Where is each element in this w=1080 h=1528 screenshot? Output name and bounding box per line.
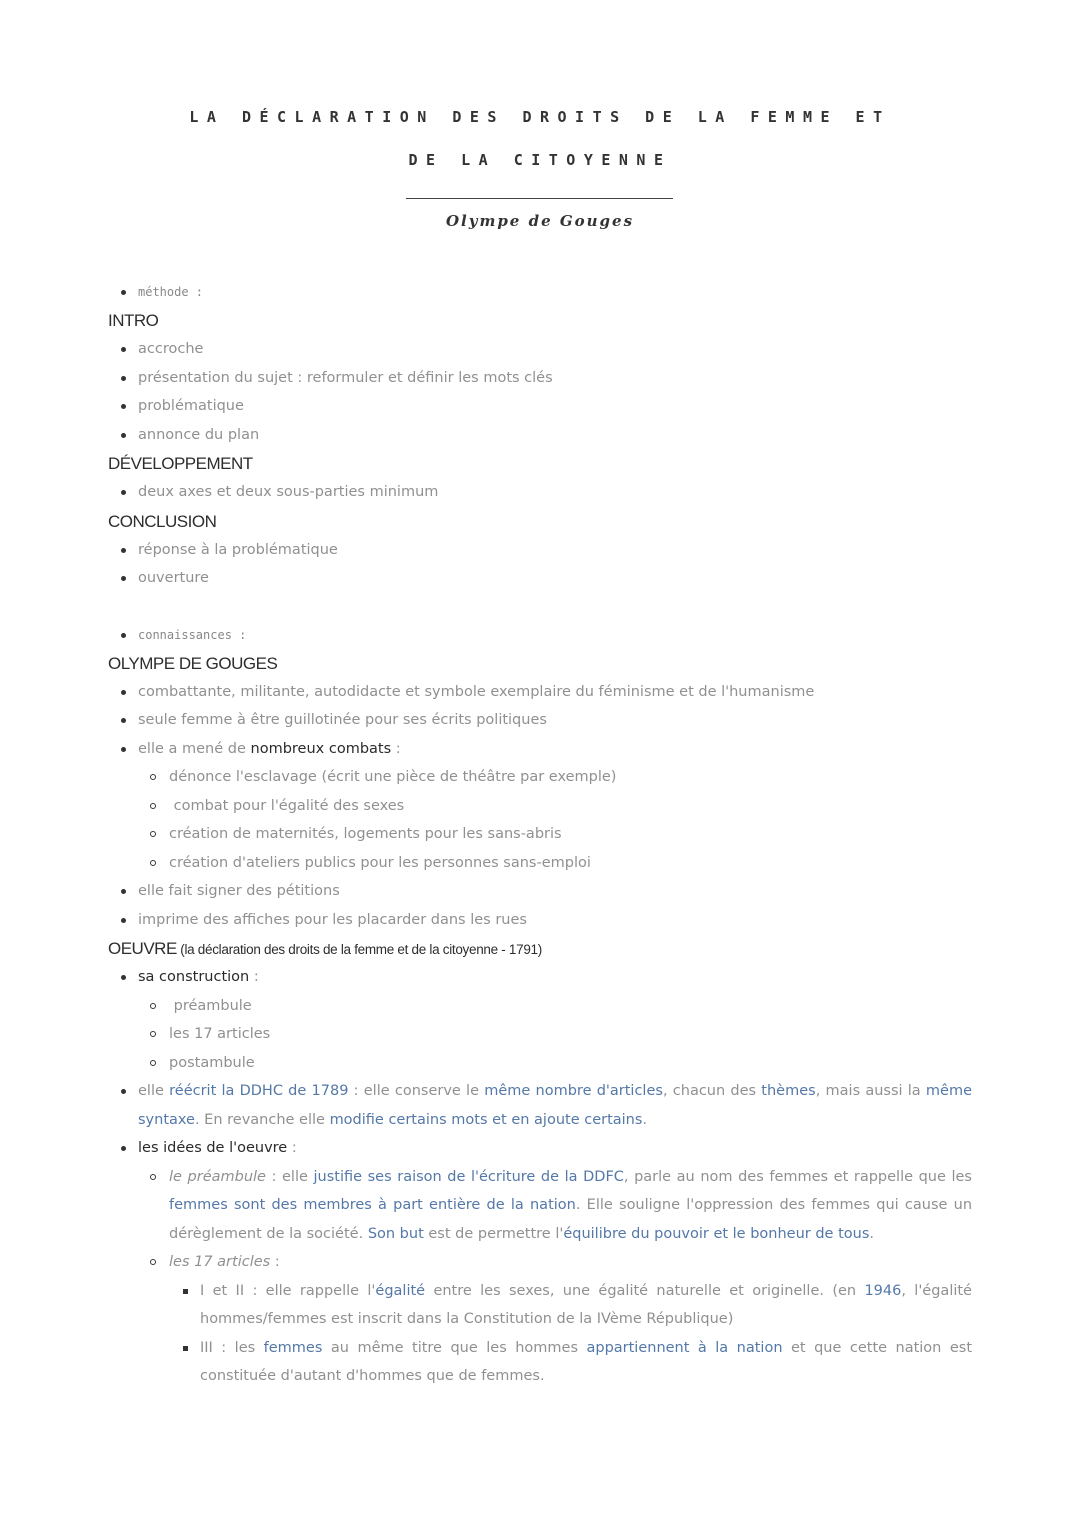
bullet-icon xyxy=(121,433,126,438)
bullet-icon xyxy=(121,290,126,295)
bullet-icon xyxy=(121,548,126,553)
list-item: combat pour l'égalité des sexes xyxy=(108,792,972,821)
articles-list xyxy=(108,1277,972,1391)
bullet-icon xyxy=(121,1146,126,1151)
bullet-icon xyxy=(121,718,126,723)
bullet-icon xyxy=(121,347,126,352)
bullet-icon xyxy=(121,404,126,409)
list-item: ouverture xyxy=(108,564,972,593)
title-divider xyxy=(406,198,673,199)
conclusion-list xyxy=(108,536,972,593)
list-item: combattante, militante, autodidacte et symbole exemplaire du féminisme et de l'humanisme xyxy=(108,678,972,707)
list-item: accroche xyxy=(108,335,972,364)
circle-bullet-icon xyxy=(150,860,156,866)
heading-conclusion: CONCLUSION xyxy=(108,511,217,531)
circle-bullet-icon xyxy=(150,1174,156,1180)
list-item: seule femme à être guillotinée pour ses écrits politiques xyxy=(108,706,972,735)
spacer xyxy=(108,593,972,621)
list-item: problématique xyxy=(108,392,972,421)
list-item: annonce du plan xyxy=(108,421,972,450)
bullet-icon xyxy=(121,576,126,581)
list-item: deux axes et deux sous-parties minimum xyxy=(108,478,972,507)
circle-bullet-icon xyxy=(150,1259,156,1265)
list-item: le préambule : elle justifie ses raison de l'écriture de la DDFC, parle au nom des femmes et rappelle que les femmes sont des membres à part entière de la nation. Elle souligne l'oppression des femmes qui cause un dérèglement de la société. Son but est de permettre l'équilibre du pouvoir et le bonheur de tous. xyxy=(108,1163,972,1249)
list-item: préambule xyxy=(108,992,972,1021)
heading-intro: INTRO xyxy=(108,311,159,330)
list-item: elle réécrit la DDHC de 1789 : elle conserve le même nombre d'articles, chacun des thèmes, mais aussi la même syntaxe. En revanche elle modifie certains mots et en ajoute certains. xyxy=(108,1077,972,1134)
developpement-list xyxy=(108,478,972,507)
circle-bullet-icon xyxy=(150,1031,156,1037)
bullet-icon xyxy=(121,490,126,495)
combats-list xyxy=(108,763,972,877)
square-bullet-icon xyxy=(183,1289,188,1294)
title-line-2: DE LA CITOYENNE xyxy=(408,151,672,169)
idees-list xyxy=(108,1163,972,1277)
bullet-icon xyxy=(121,376,126,381)
title-line-1: LA DÉCLARATION DES DROITS DE LA FEMME ET xyxy=(189,108,891,126)
square-bullet-icon xyxy=(183,1346,188,1351)
circle-bullet-icon xyxy=(150,1060,156,1066)
heading-developpement: DÉVELOPPEMENT xyxy=(108,454,253,473)
circle-bullet-icon xyxy=(150,774,156,780)
olympe-list-cont xyxy=(108,877,972,934)
bullet-icon xyxy=(121,889,126,894)
heading-olympe: OLYMPE DE GOUGES xyxy=(108,653,278,673)
list-item: réponse à la problématique xyxy=(108,536,972,565)
connaissances-label: connaissances : xyxy=(108,621,972,649)
bullet-icon xyxy=(121,633,126,638)
list-item: création d'ateliers publics pour les personnes sans-emploi xyxy=(108,849,972,878)
bullet-icon xyxy=(121,747,126,752)
circle-bullet-icon xyxy=(150,831,156,837)
oeuvre-list xyxy=(108,963,972,992)
list-item: elle a mené de nombreux combats : xyxy=(108,735,972,764)
circle-bullet-icon xyxy=(150,1003,156,1009)
bullet-icon xyxy=(121,1089,126,1094)
list-item: création de maternités, logements pour les sans-abris xyxy=(108,820,972,849)
construction-list xyxy=(108,992,972,1078)
list-item: sa construction : xyxy=(108,963,972,992)
bullet-icon xyxy=(121,975,126,980)
list-item: elle fait signer des pétitions xyxy=(108,877,972,906)
list-item: les idées de l'oeuvre : xyxy=(108,1134,972,1163)
oeuvre-list-cont xyxy=(108,1077,972,1163)
list-item: les 17 articles xyxy=(108,1020,972,1049)
bullet-icon xyxy=(121,918,126,923)
content xyxy=(108,278,972,1391)
heading-oeuvre: OEUVRE (la déclaration des droits de la femme et de la citoyenne - 1791) xyxy=(108,939,542,958)
list-item: imprime des affiches pour les placarder dans les rues xyxy=(108,906,972,935)
list-item: I et II : elle rappelle l'égalité entre les sexes, une égalité naturelle et originelle. (en 1946, l'égalité hommes/femmes est inscrit dans la Constitution de la IVème République) xyxy=(108,1277,972,1334)
circle-bullet-icon xyxy=(150,803,156,809)
olympe-list xyxy=(108,678,972,764)
list-item: dénonce l'esclavage (écrit une pièce de théâtre par exemple) xyxy=(108,763,972,792)
bullet-icon xyxy=(121,690,126,695)
methode-label: méthode : xyxy=(108,278,972,306)
list-item: présentation du sujet : reformuler et définir les mots clés xyxy=(108,364,972,393)
list-item: les 17 articles : xyxy=(108,1248,972,1277)
author-name: Olympe de Gouges xyxy=(445,212,635,230)
intro-list xyxy=(108,335,972,449)
list-item: postambule xyxy=(108,1049,972,1078)
list-item: III : les femmes au même titre que les hommes appartiennent à la nation et que cette nation est constituée d'autant d'hommes que de femmes. xyxy=(108,1334,972,1391)
